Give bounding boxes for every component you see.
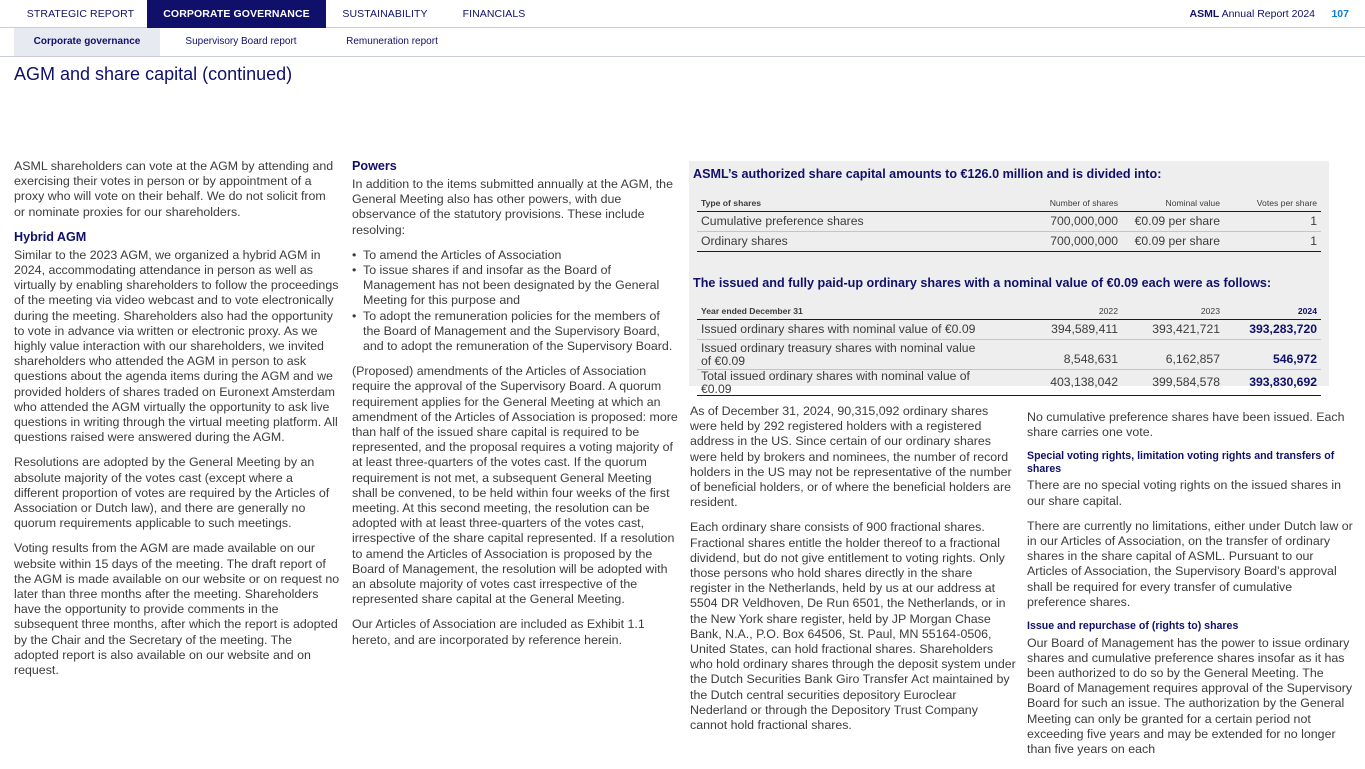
table-cell: Issued ordinary treasury shares with nominal value of €0.09 — [697, 340, 997, 370]
table-cell: Ordinary shares — [697, 232, 997, 252]
subtab-remuneration-report[interactable]: Remuneration report — [346, 36, 438, 47]
powers-heading: Powers — [352, 159, 397, 173]
table-row — [697, 212, 1321, 232]
column-3 — [690, 404, 1016, 743]
table-header-row — [697, 302, 1321, 320]
column-header: Votes per share — [1224, 194, 1321, 212]
column-header: Number of shares — [997, 194, 1122, 212]
column-2 — [352, 159, 678, 658]
amendments-paragraph: (Proposed) amendments of the Articles of Association require the approval of the Supervisory Board. A quorum requirement applies for the General Meeting at which an amendment of the Articles of Association is proposed: more than half of the issued share capital is required to be represented, and the proposal requires a voting majority of at least three-quarters of the votes cast. If the quorum requirement is not met, a subsequent General Meeting shall be convened, to be held within four weeks of the first meeting. At this second meeting, the resolution can be adopted with at least three-quarters of the votes cast, irrespective of the share capital represented. If a resolution to amend the Articles of Association is proposed by the Board of Management, the resolution will be adopted with an absolute majority of votes cast irrespective of the represented share capital at the General Meeting. — [352, 364, 678, 607]
table-header-row — [697, 194, 1321, 212]
brand-name: ASML — [1189, 8, 1220, 20]
table-cell: 393,421,721 — [1122, 320, 1224, 340]
table-cell: 1 — [1224, 212, 1321, 232]
report-title: Annual Report 2024 — [1221, 8, 1315, 20]
hybrid-agm-paragraph: Similar to the 2023 AGM, we organized a hybrid AGM in 2024, accommodating attendance in person as well as virtually by enabling shareholders to follow the proceedings of the meeting via video webcast and to vote electronically during the meeting. Shareholders also had the opportunity to vote in advance via written or electronic proxy. As we highly value interaction with our shareholders, we invited shareholders who attended the AGM in person to ask questions about the agenda items during the AGM and we provided holders of shares traded on Euronext Amsterdam who attended the AGM virtually the opportunity to ask live questions in writing through the virtual meeting platform. All questions raised were answered during the AGM. — [14, 247, 339, 445]
special-voting-rights-paragraph: There are no special voting rights on the issued shares in our share capital. — [1027, 478, 1342, 508]
report-brand — [1190, 0, 1316, 28]
table-cell: 700,000,000 — [997, 232, 1122, 252]
tab-corporate-governance[interactable]: CORPORATE GOVERNANCE — [147, 0, 326, 28]
issue-repurchase-heading: Issue and repurchase of (rights to) shares — [1027, 620, 1239, 633]
authorized-capital-heading: ASML’s authorized share capital amounts to €126.0 million and is divided into: — [693, 167, 1162, 181]
table-cell: Cumulative preference shares — [697, 212, 997, 232]
tab-strategic-report[interactable]: STRATEGIC REPORT — [26, 8, 135, 20]
table-cell: 1 — [1224, 232, 1321, 252]
subtab-supervisory-board-report[interactable]: Supervisory Board report — [185, 36, 297, 47]
table-row — [697, 340, 1321, 370]
column-header: Type of shares — [697, 194, 997, 212]
hybrid-agm-heading: Hybrid AGM — [14, 229, 87, 244]
column-header: Year ended December 31 — [697, 302, 997, 320]
share-capital-panel — [689, 161, 1329, 396]
tab-sustainability[interactable]: SUSTAINABILITY — [342, 8, 428, 20]
registered-holders-paragraph: As of December 31, 2024, 90,315,092 ordinary shares were held by 292 registered holders with a registered address in the US. Since certain of our ordinary shares were held by brokers and nominees, the number of record holders in the US may not be representative of the number of beneficial holders, or of where the beneficial holders are resident. — [690, 404, 1012, 510]
sub-navigation — [0, 28, 1365, 57]
column-4 — [1027, 410, 1353, 767]
table-cell: €0.09 per share — [1122, 232, 1224, 252]
column-header: 2023 — [1122, 302, 1224, 320]
table-row — [697, 232, 1321, 252]
table-cell: €0.09 per share — [1122, 212, 1224, 232]
column-header: 2024 — [1224, 302, 1321, 320]
table-cell: Issued ordinary shares with nominal value of €0.09 — [697, 320, 997, 340]
column-1 — [14, 159, 340, 688]
table-cell: 394,589,411 — [997, 320, 1122, 340]
resolutions-paragraph: Resolutions are adopted by the General Meeting by an absolute majority of the votes cast (except where a different proportion of votes are required by the Articles of Association or Dutch law), and there are generally no quorum requirements applicable to such meetings. — [14, 455, 330, 531]
table-cell: 546,972 — [1224, 340, 1321, 370]
subtab-corporate-governance[interactable]: Corporate governance — [14, 28, 160, 56]
table-cell: 8,548,631 — [997, 340, 1122, 370]
table-row — [697, 370, 1321, 396]
issued-shares-heading: The issued and fully paid-up ordinary shares with a nominal value of €0.09 each were as follows: — [693, 276, 1272, 290]
intro-paragraph: ASML shareholders can vote at the AGM by attending and exercising their votes in person or by appointment of a proxy who will vote on their behalf. We do not solicit from or nominate proxies for our shareholders. — [14, 159, 334, 219]
exhibit-paragraph: Our Articles of Association are included as Exhibit 1.1 hereto, and are incorporated by reference herein. — [352, 617, 645, 647]
list-item: • To amend the Articles of Association — [352, 248, 678, 263]
top-navigation — [0, 0, 1365, 28]
column-header: 2022 — [997, 302, 1122, 320]
table-cell: Total issued ordinary shares with nominal value of €0.09 — [697, 370, 997, 396]
fractional-shares-paragraph: Each ordinary share consists of 900 fractional shares. Fractional shares entitle the holder thereof to a fractional dividend, but do not give entitlement to voting rights. Only those persons who hold shares directly in the share register in the Netherlands, held by us at our address at 5504 DR Veldhoven, De Run 6501, the Netherlands, or in the New York share register, held by JP Morgan Chase Bank, N.A., P.O. Box 64506, St. Paul, MN 55164-0506, United States, can hold fractional shares. Shareholders who hold ordinary shares through the deposit system under the Dutch Securities Bank Giro Transfer Act maintained by the Dutch central securities depository Euroclear Nederland or through the Depository Trust Company cannot hold fractional shares. — [690, 520, 1016, 733]
table-cell: 6,162,857 — [1122, 340, 1224, 370]
no-preference-shares-paragraph: No cumulative preference shares have been issued. Each share carries one vote. — [1027, 410, 1345, 440]
table-cell: 700,000,000 — [997, 212, 1122, 232]
table-cell: 393,830,692 — [1224, 370, 1321, 396]
powers-intro-paragraph: In addition to the items submitted annually at the AGM, the General Meeting also has other powers, with due observance of the statutory provisions. These include resolving: — [352, 177, 673, 237]
special-voting-rights-heading: Special voting rights, limitation voting rights and transfers of shares — [1027, 450, 1335, 475]
table-cell: 399,584,578 — [1122, 370, 1224, 396]
issued-shares-table — [697, 302, 1321, 396]
authorized-capital-table — [697, 194, 1321, 252]
tab-financials[interactable]: FINANCIALS — [462, 8, 526, 20]
voting-results-paragraph: Voting results from the AGM are made available on our website within 15 days of the meeting. The draft report of the AGM is made available on our website or on request no later than three months after the meeting. Shareholders have the opportunity to provide comments in the subsequent three months, after which the report is adopted by the Chair and the Secretary of the meeting. The adopted report is also available on our website and on request. — [14, 541, 340, 678]
transfer-limitations-paragraph: There are currently no limitations, either under Dutch law or in our Articles of Association, on the transfer of ordinary shares in the share capital of ASML. Pursuant to our Articles of Association, the Supervisory Board’s approval shall be required for every transfer of cumulative preference shares. — [1027, 518, 1353, 609]
issue-repurchase-paragraph: Our Board of Management has the power to issue ordinary shares and cumulative preference shares insofar as it has been authorized to do so by the General Meeting. The Board of Management requires approval of the Supervisory Board for such an issue. The authorization by the General Meeting can only be granted for a certain period not exceeding five years and may be extended for no longer than five years on each — [1027, 635, 1353, 756]
table-cell: 393,283,720 — [1224, 320, 1321, 340]
table-row — [697, 320, 1321, 340]
column-header: Nominal value — [1122, 194, 1224, 212]
list-item: • To adopt the remuneration policies for the members of the Board of Management and the Supervisory Board, and to adopt the remuneration of the Supervisory Board. — [352, 309, 678, 355]
table-cell: 403,138,042 — [997, 370, 1122, 396]
powers-list — [352, 248, 678, 354]
page-number: 107 — [1331, 8, 1349, 20]
page-title: AGM and share capital (continued) — [14, 64, 293, 84]
list-item: • To issue shares if and insofar as the Board of Management has not been designated by the General Meeting for this purpose and — [352, 263, 678, 309]
